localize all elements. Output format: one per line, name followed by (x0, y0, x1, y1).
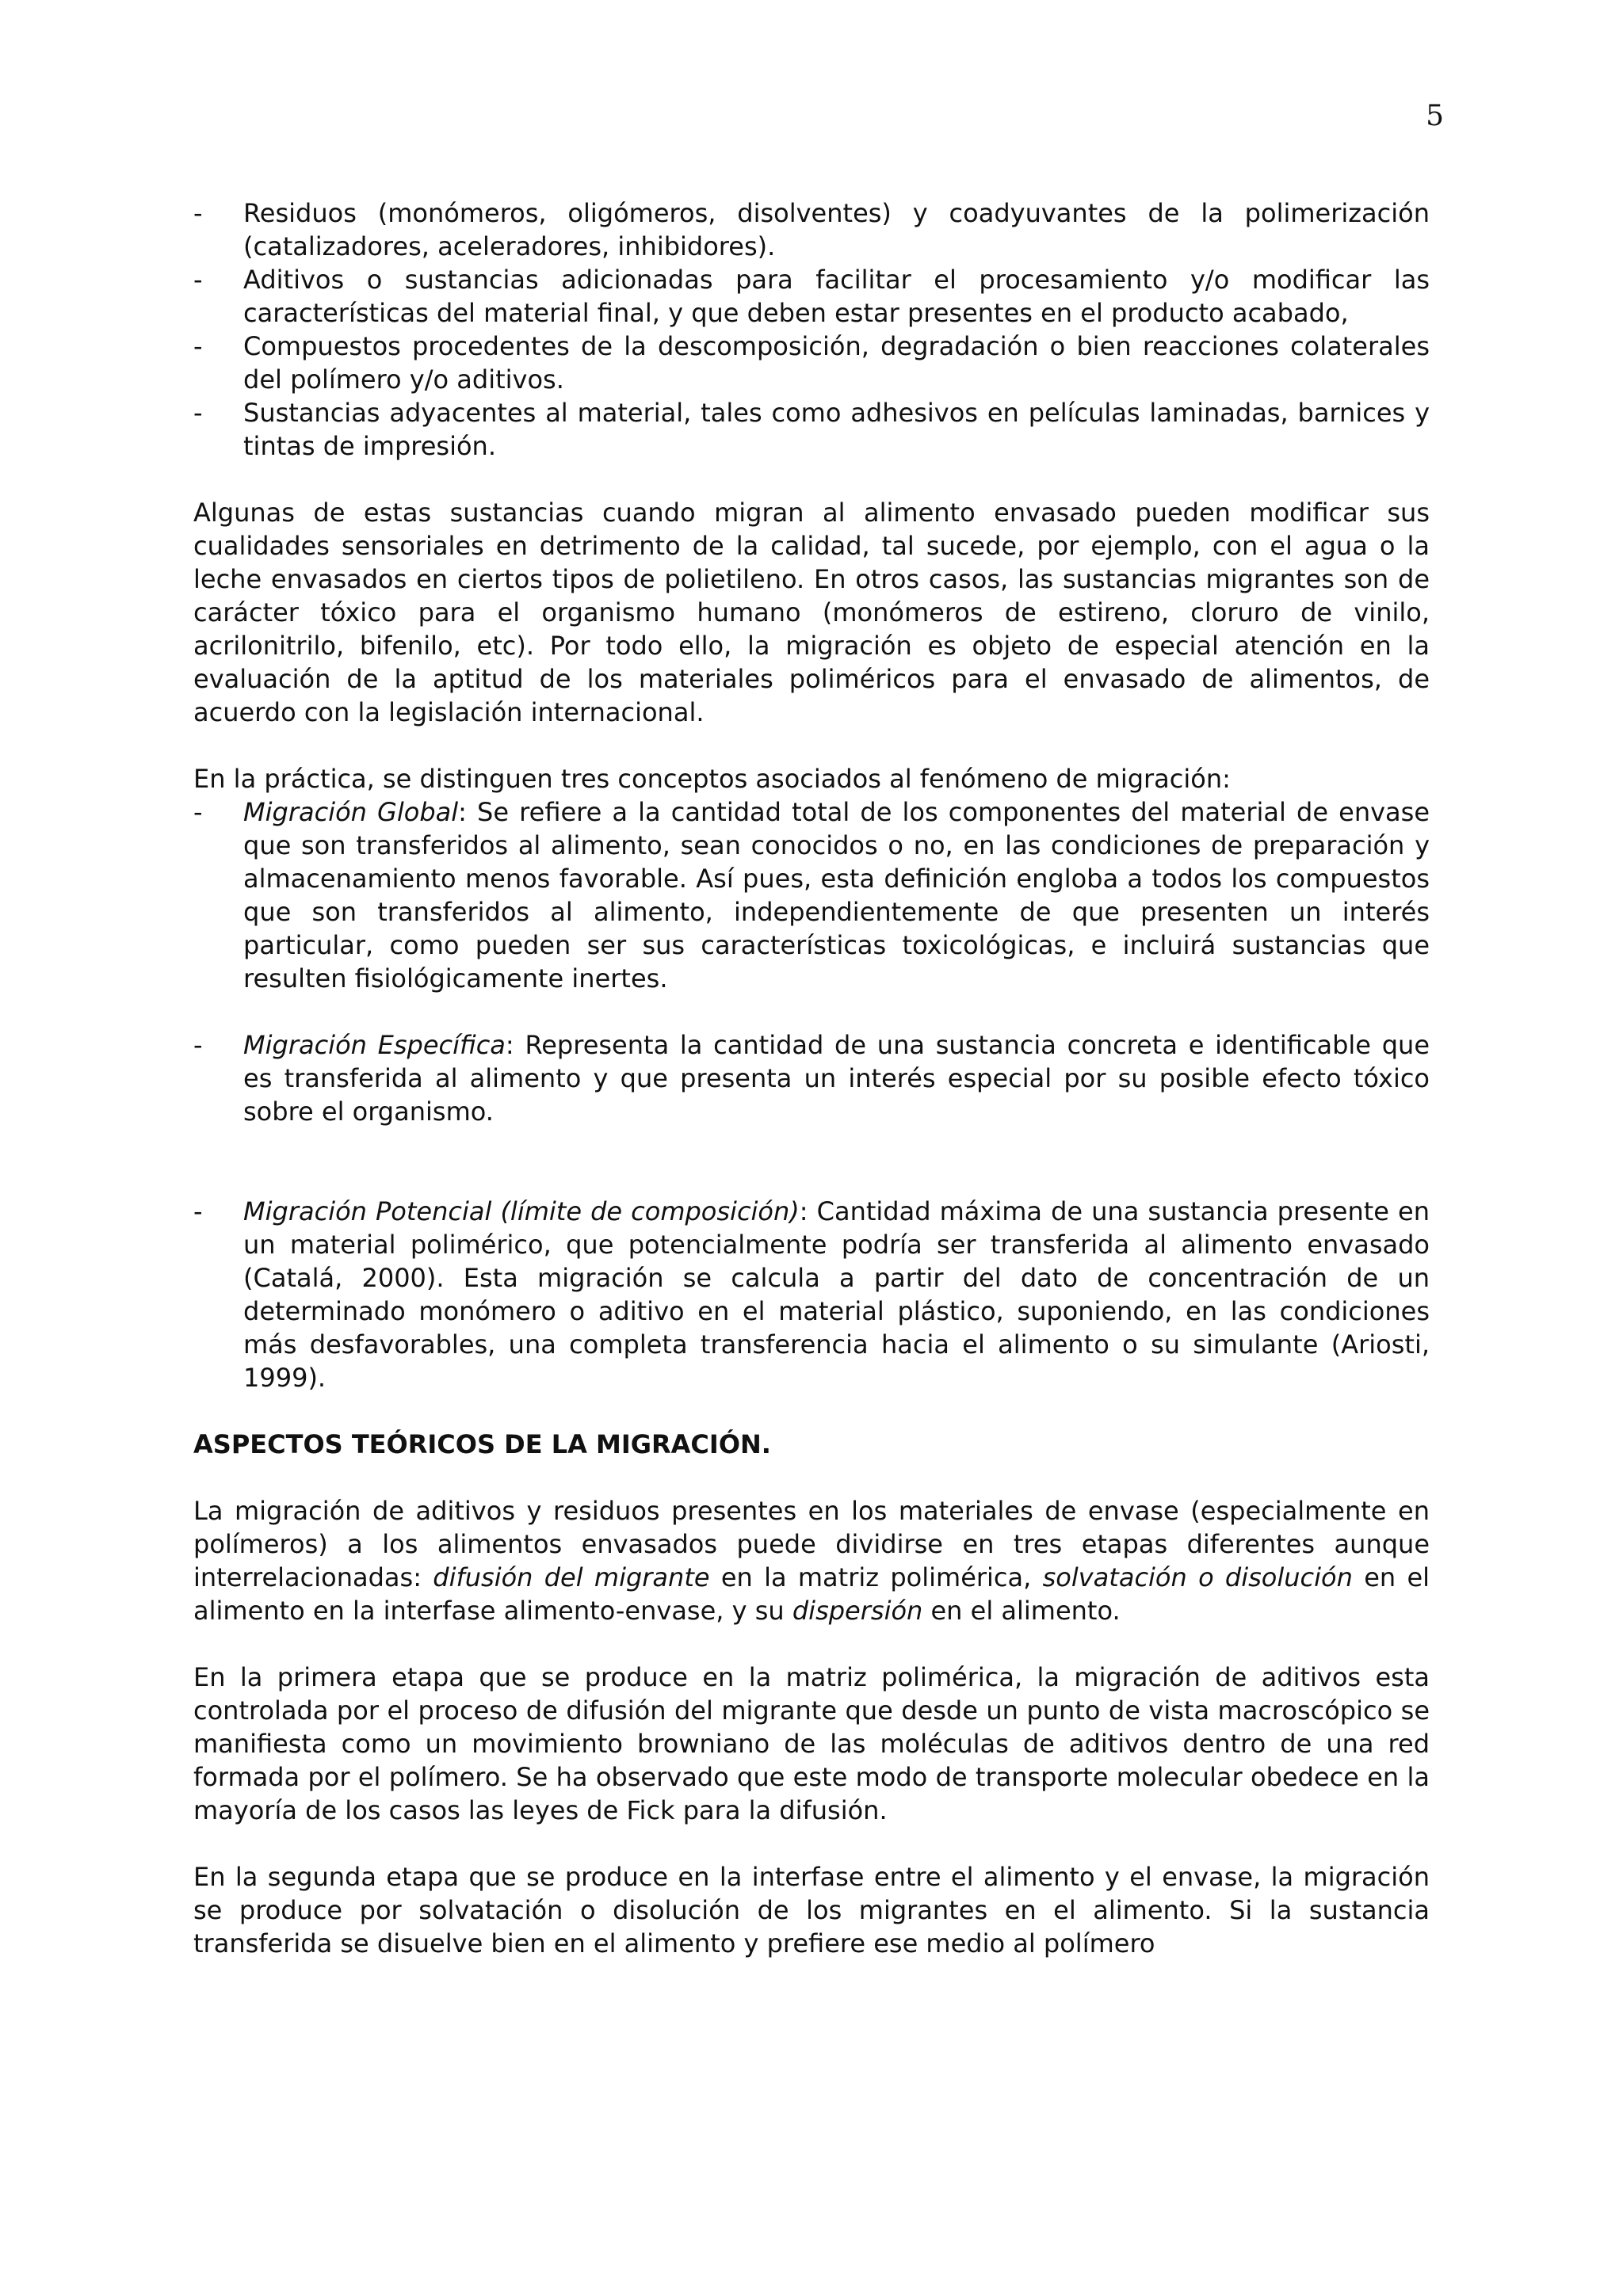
text-run: en la matriz polimérica, (709, 1562, 1043, 1592)
list-dash: - (193, 198, 203, 228)
list-item (193, 196, 1430, 263)
paragraph-sensory-effects: Algunas de estas sustancias cuando migran al alimento envasado pueden modificar sus cualidades sensoriales en detrimento de la calidad, tal sucede, por ejemplo, con el agua o la leche envasados en ciertos tipos de polietileno. En otros casos, las sustancias migrantes son de carácter tóxico para el organismo humano (monómeros de estireno, cloruro de vinilo, acrilonitrilo, bifenilo, etc). Por todo ello, la migración es objeto de especial atención en la evaluación de la aptitud de los materiales poliméricos para el envasado de alimentos, de acuerdo con la legislación internacional. (193, 498, 1430, 727)
paragraph-migration-stages (193, 1494, 1430, 1627)
page-number: 5 (1426, 100, 1444, 132)
spacer (193, 1827, 1430, 1860)
list-item-text: Compuestos procedentes de la descomposición, degradación o bien reacciones colaterales del polímero y/o aditivos. (243, 331, 1430, 395)
emphasis-dispersion: dispersión (792, 1596, 923, 1626)
list-dash: - (193, 265, 203, 295)
list-item-text: Residuos (monómeros, oligómeros, disolventes) y coadyuvantes de la polimerización (catalizadores, aceleradores, inhibidores). (243, 198, 1430, 261)
definition-global-migration: : Se refiere a la cantidad total de los componentes del material de envase que son transferidos al alimento, sean conocidos o no, en las condiciones de preparación y almacenamiento menos favorable. Así pues, esta definición engloba a todos los compuestos que son transferidos al alimento, independientemente de que presenten un interés particular, como pueden ser sus características toxicológicas, e incluirá sustancias que resulten fisiológicamente inertes. (243, 797, 1430, 994)
term-specific-migration: Migración Específica (243, 1030, 506, 1060)
list-item (193, 396, 1430, 463)
list-dash: - (193, 797, 203, 827)
migration-concepts-list (193, 1195, 1430, 1394)
definition-potential-migration: : Cantidad máxima de una sustancia presente en un material polimérico, que potencialmente podría ser transferida al alimento envasado (Catalá, 2000). Esta migración se calcula a partir del dato de concentración de un determinado monómero o aditivo en el material plástico, suponiendo, en las condiciones más desfavorables, una completa transferencia hacia el alimento o su simulante (Ariosti, 1999). (243, 1196, 1430, 1393)
list-item-global-migration (193, 795, 1430, 995)
spacer (193, 995, 1430, 1028)
list-item (193, 263, 1430, 330)
paragraph-second-stage: En la segunda etapa que se produce en la interfase entre el alimento y el envase, la migración se produce por solvatación o disolución de los migrantes en el alimento. Si la sustancia transferida se disuelve bien en el alimento y prefiere ese medio al polímero (193, 1862, 1430, 1958)
list-item-specific-migration (193, 1028, 1430, 1128)
spacer (193, 1394, 1430, 1428)
text-run: en el alimento en la interfase alimento-envase, y su (193, 1562, 1430, 1626)
list-item-text: Sustancias adyacentes al material, tales como adhesivos en películas laminadas, barnices y tintas de impresión. (243, 398, 1430, 461)
migration-concepts-list (193, 1028, 1430, 1128)
list-item-text: Aditivos o sustancias adicionadas para facilitar el procesamiento y/o modificar las características del material final, y que deben estar presentes en el producto acabado, (243, 265, 1430, 328)
emphasis-diffusion: difusión del migrante (433, 1562, 710, 1592)
term-global-migration: Migración Global (243, 797, 459, 827)
emphasis-solvation: solvatación o disolución (1042, 1562, 1353, 1592)
definition-specific-migration: : Representa la cantidad de una sustancia concreta e identificable que es transferida al alimento y que presenta un interés especial por su posible efecto tóxico sobre el organismo. (243, 1030, 1430, 1127)
spacer (193, 1627, 1430, 1661)
list-item (193, 330, 1430, 396)
list-dash: - (193, 1196, 203, 1226)
spacer (193, 1461, 1430, 1494)
migration-concepts-list (193, 795, 1430, 995)
paragraph-first-stage: En la primera etapa que se produce en la matriz polimérica, la migración de aditivos esta controlada por el proceso de difusión del migrante que desde un punto de vista macroscópico se manifiesta como un movimiento browniano de las moléculas de aditivos dentro de una red formada por el polímero. Se ha observado que este modo de transporte molecular obedece en la mayoría de los casos las leyes de Fick para la difusión. (193, 1662, 1430, 1825)
spacer (193, 463, 1430, 496)
section-heading: ASPECTOS TEÓRICOS DE LA MIGRACIÓN. (193, 1429, 771, 1459)
residue-list (193, 196, 1430, 463)
list-dash: - (193, 331, 203, 361)
spacer (193, 1128, 1430, 1195)
text-run: en el alimento. (922, 1596, 1121, 1626)
list-dash: - (193, 1030, 203, 1060)
list-dash: - (193, 398, 203, 428)
term-potential-migration: Migración Potencial (límite de composición) (243, 1196, 800, 1226)
text-run: La migración de aditivos y residuos presentes en los materiales de envase (especialmente en polímeros) a los alimentos envasados puede dividirse en tres etapas diferentes aunque interrelacionadas: (193, 1496, 1430, 1592)
page-content (193, 196, 1430, 1960)
list-item-potential-migration (193, 1195, 1430, 1394)
spacer (193, 729, 1430, 762)
paragraph-concepts-intro: En la práctica, se distinguen tres conceptos asociados al fenómeno de migración: (193, 764, 1231, 794)
